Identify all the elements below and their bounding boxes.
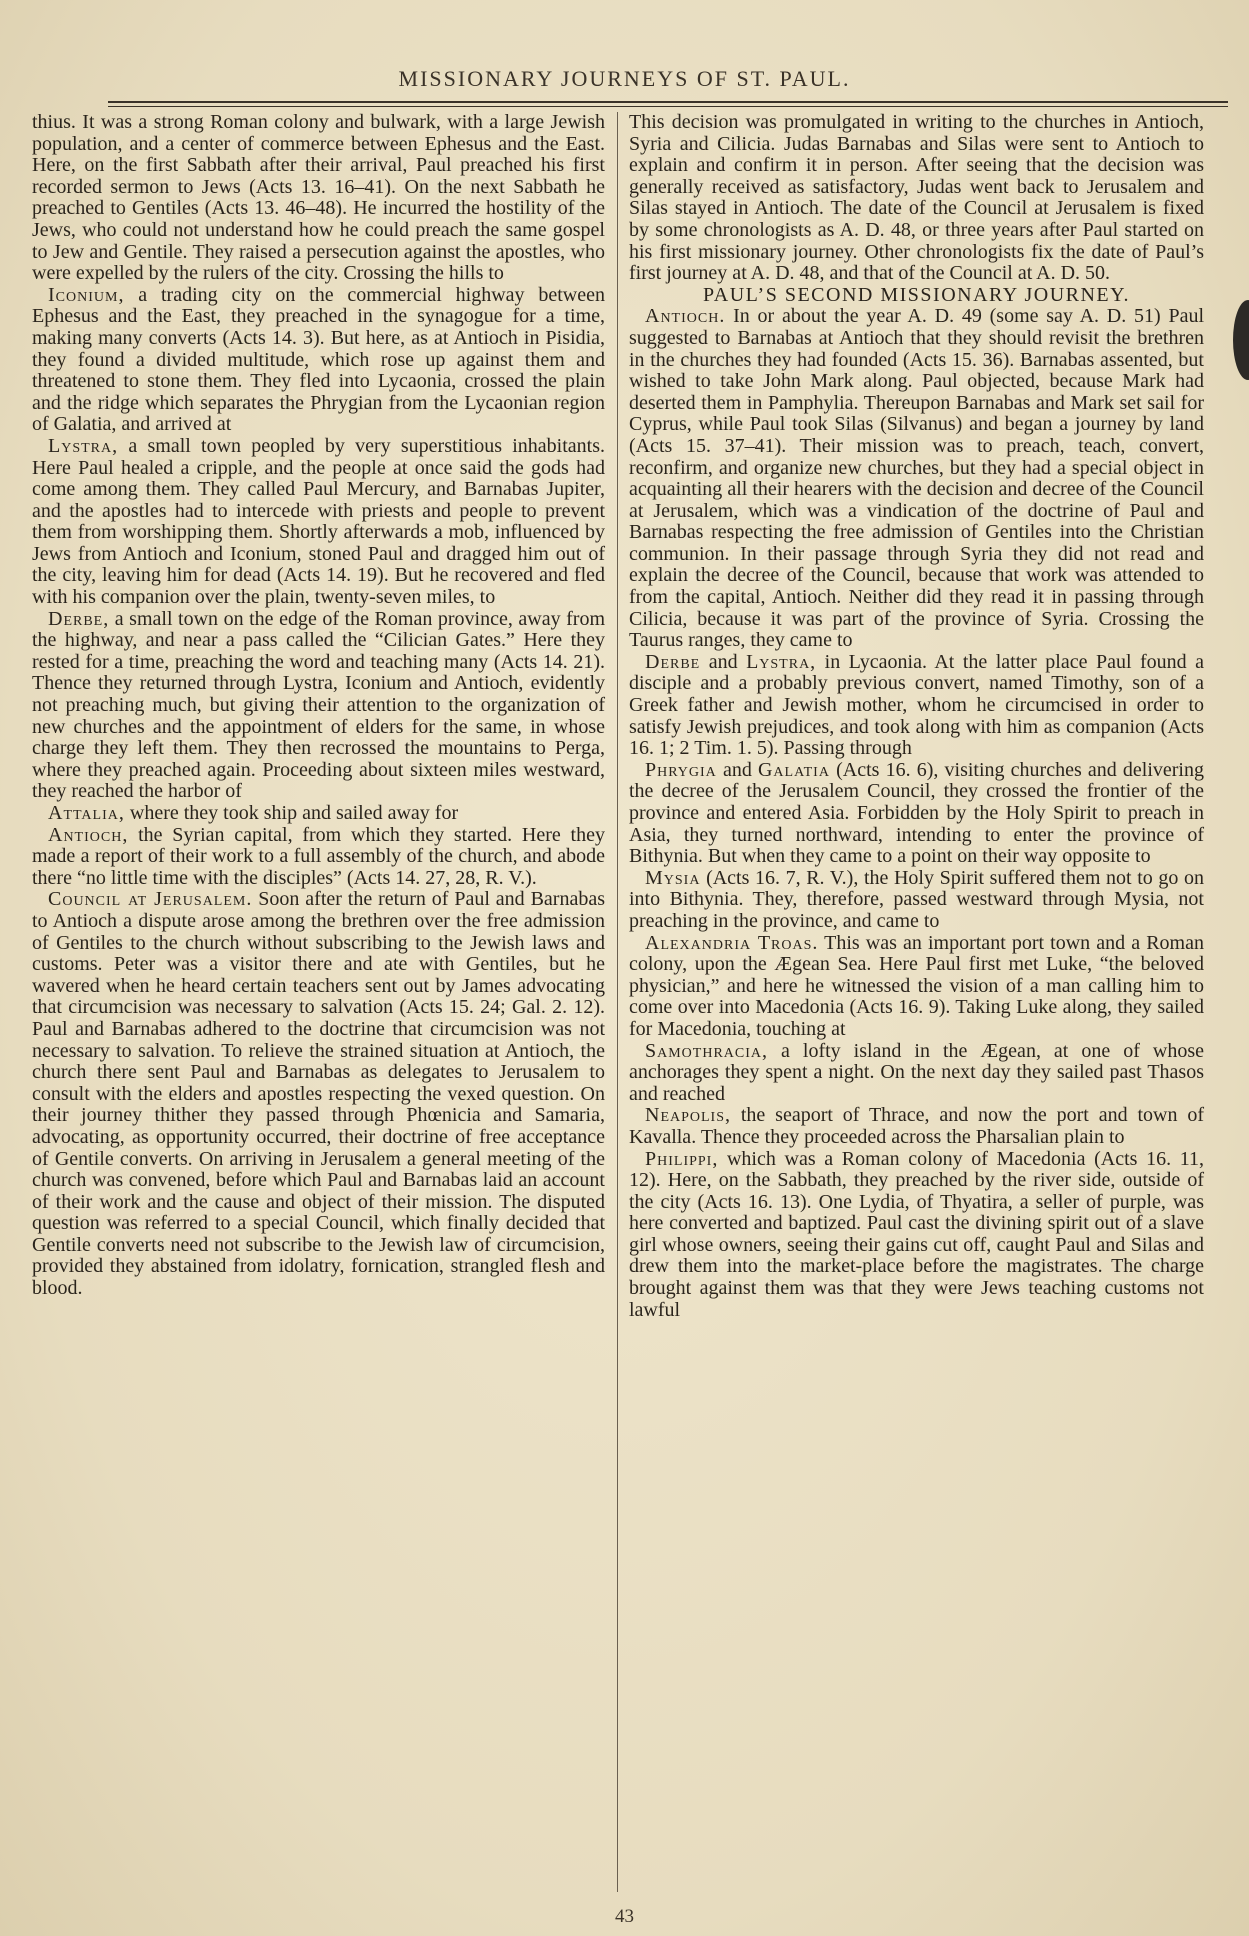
paragraph-text: Soon after the return of Paul and Barnabas to Antioch a dispute arose among the brethren over the free admission of Gentiles to the church without subscribing to the Jewish laws and customs. Peter was a visitor there and ate with Gentiles, but he wavered when he heard certain teachers sent out by James advocating that circumcision was necessary to salvation (Acts 15. 24; Gal. 2. 12). Paul and Barnabas adhered to the doctrine that circumcision was not necessary to salvation. To relieve the strained situation at Antioch, the church there sent Paul and Barnabas as delegates to Jerusalem to consult with the elders and apostles respecting the vexed question. On their journey thither they passed through Phœnicia and Samaria, advocating, as opportunity occurred, their doctrine of free acceptance of Gentile converts. On arriving in Jerusalem a general meeting of the church was convened, before which Paul and Barnabas laid an account of their work and the cause and object of their mission. The disputed question was referred to a special Council, which finally decided that Gentile converts need not subscribe to the Jewish law of circumcision, provided they abstained from idolatry, fornication, strangled flesh and blood.: [32, 888, 605, 1300]
paragraph-antioch: [32, 825, 605, 890]
place-name: Derbe: [645, 650, 701, 673]
place-name: Philippi,: [645, 1147, 719, 1170]
place-name: Council at Jerusalem.: [48, 888, 253, 911]
paragraph-attalia: [32, 803, 605, 825]
paragraph-samothracia: [629, 1041, 1204, 1106]
conjunction: and: [700, 650, 747, 673]
place-name: Attalia,: [48, 802, 125, 824]
paragraph-text: a lofty island in the Ægean, at one of whose anchorages they spent a night. On the next day they sailed past Thasos and reached: [629, 1039, 1204, 1105]
paragraph-text: which was a Roman colony of Macedonia (Acts 16. 11, 12). Here, on the Sabbath, they preached by the river side, outside of the city (Acts 16. 13). One Lydia, of Thyatira, a seller of purple, was here converted and baptized. Paul cast the divining spirit out of a slave girl whose owners, seeing their gains cut off, caught Paul and Silas and drew them into the market-place before the magistrates. The charge brought against them was that they were Jews teaching customs not lawful: [629, 1147, 1204, 1321]
paragraph-iconium: [32, 285, 605, 436]
place-name: Lystra,: [48, 434, 119, 457]
paragraph-derbe-lystra: [629, 652, 1204, 760]
paragraph: thius. It was a strong Roman colony and bulwark, with a large Jewish population, and a center of commerce between Ephesus and the East. Here, on the first Sabbath after their arrival, Paul preached his first recorded sermon to Jews (Acts 13. 16–41). On the next Sabbath he preached to Gentiles (Acts 13. 46–48). He incurred the hostility of the Jews, who could not understand how he could preach the same gospel to Jew and Gentile. They raised a persecution against the apostles, who were expelled by the rulers of the city. Crossing the hills to: [32, 111, 605, 285]
section-heading: PAUL’S SECOND MISSIONARY JOURNEY.: [703, 283, 1130, 306]
page-title: MISSIONARY JOURNEYS OF ST. PAUL.: [398, 66, 851, 91]
paragraph-text: a trading city on the commercial highway between Ephesus and the East, they preached in the synagogue for a time, making many converts (Acts 14. 3). But here, as at Antioch in Pisidia, they found a divided multitude, which rose up against them and threatened to stone them. They fled into Lycaonia, crossed the plain and the ridge which separates the Phrygian from the Lycaonian region of Galatia, and arrived at: [32, 283, 605, 436]
paragraph-philippi: [629, 1149, 1204, 1322]
place-name: Antioch,: [48, 823, 129, 846]
paragraph-antioch: [629, 306, 1204, 652]
place-name: Alexandria Troas.: [645, 931, 819, 954]
paragraph-phrygia: [629, 760, 1204, 868]
thumb-index-tab: [1233, 300, 1249, 380]
place-name: Derbe,: [48, 607, 110, 630]
paragraph-text: (Acts 16. 7, R. V.), the Holy Spirit suffered them not to go on into Bithynia. They, therefore, passed westward through Mysia, not preaching in the province, and came to: [629, 866, 1204, 932]
paragraph-neapolis: [629, 1105, 1204, 1148]
paragraph-mysia: [629, 868, 1204, 933]
header-rule-thin: [108, 106, 1228, 107]
place-name: Iconium,: [48, 283, 125, 306]
paragraph-text: in Lycaonia. At the latter place Paul found a disciple and a probably previous convert, named Timothy, son of a Greek father and Jewish mother, whom he circumcised in order to satisfy Jewish prejudices, and took along with him as companion (Acts 16. 1; 2 Tim. 1. 5). Passing through: [629, 650, 1204, 760]
paragraph-text: a small town on the edge of the Roman province, away from the highway, and near a pass called the “Cilician Gates.” Here they rested for a time, preaching the word and teaching many (Acts 14. 21). Thence they returned through Lystra, Iconium and Antioch, evidently not preaching much, but giving their attention to the organization of new churches and the appointment of elders for the same, in whose charge they left them. They then recrossed the mountains to Perga, where they preached again. Proceeding about sixteen miles westward, they reached the harbor of: [32, 607, 605, 803]
conjunction: and: [716, 758, 758, 781]
paragraph-council: [32, 889, 605, 1299]
paragraph-lystra: [32, 436, 605, 609]
paragraph-troas: [629, 933, 1204, 1041]
place-name: Samothracia,: [645, 1039, 769, 1062]
paragraph-text: the seaport of Thrace, and now the port and town of Kavalla. Thence they proceeded across the Pharsalian plain to: [629, 1104, 1204, 1148]
paragraph-text: This was an important port town and a Roman colony, upon the Ægean Sea. Here Paul first met Luke, “the beloved physician,” and here he witnessed the vision of a man calling him to come over into Macedonia (Acts 16. 9). Taking Luke along, they sailed for Macedonia, touching at: [629, 931, 1204, 1040]
place-name: Antioch.: [645, 305, 726, 328]
paragraph: This decision was promulgated in writing to the churches in Antioch, Syria and Cilicia. Judas Barnabas and Silas were sent to Antioch to explain and confirm it in person. After seeing that the decision was generally received as satisfactory, Judas went back to Jerusalem and Silas stayed in Antioch. The date of the Council at Jerusalem is fixed by some chronologists as A. D. 48, or three years after Paul started on his first missionary journey. Other chronologists fix the date of Paul’s first journey at A. D. 48, and that of the Council at A. D. 50.: [629, 111, 1204, 285]
paragraph-text: where they took ship and sailed away for: [124, 802, 459, 824]
place-name: Mysia: [645, 866, 701, 889]
left-column: [32, 112, 605, 1300]
column-divider: [617, 112, 618, 1892]
paragraph-text: (Acts 16. 6), visiting churches and delivering the decree of the Jerusalem Council, they crossed the frontier of the province and entered Asia. Forbidden by the Holy Spirit to preach in Asia, they turned northward, intending to enter the province of Bithynia. But when they came to a point on their way opposite to: [629, 758, 1204, 868]
right-column: [629, 112, 1204, 1321]
header-rule: [108, 101, 1228, 103]
paragraph-text: the Syrian capital, from which they started. Here they made a report of their work to a full assembly of the church, and abode there “no little time with the disciples” (Acts 14. 27, 28, R. V.).: [32, 823, 605, 889]
place-name: Galatia: [757, 758, 830, 781]
page-number: 43: [615, 1906, 634, 1927]
paragraph-text: In or about the year A. D. 49 (some say A. D. 51) Paul suggested to Barnabas at Antioch that they should revisit the brethren in the churches they had founded (Acts 15. 36). Barnabas assented, but wished to take John Mark along. Paul objected, because Mark had deserted them in Pamphylia. Thereupon Barnabas and Mark set sail for Cyprus, while Paul took Silas (Silvanus) and began a journey by land (Acts 15. 37–41). Their mission was to preach, teach, convert, reconfirm, and organize new churches, but they had a special object in acquainting all their hearers with the decision and decree of the Council at Jerusalem, which was a vindication of the doctrine of Paul and Barnabas respecting the free admission of Gentiles into the Christian communion. In their passage through Syria they did not read and explain the decree of the Council, because that work was attended to from the capital, Antioch. Neither did they read it in passing through Cilicia, because it was part of the province of Syria. Crossing the Taurus ranges, they came to: [629, 305, 1204, 652]
paragraph-derbe: [32, 609, 605, 803]
paragraph-text: a small town peopled by very superstitious inhabitants. Here Paul healed a cripple, and the people at once said the gods had come among them. They called Paul Mercury, and Barnabas Jupiter, and the apostles had to intercede with priests and people to prevent them from worshipping them. Shortly afterwards a mob, influenced by Jews from Antioch and Iconium, stoned Paul and dragged him out of the city, leaving him for dead (Acts 14. 19). But he recovered and fled with his companion over the plain, twenty-seven miles, to: [32, 434, 605, 609]
place-name: Lystra,: [746, 650, 817, 673]
place-name: Neapolis,: [645, 1104, 732, 1127]
place-name: Phrygia: [645, 758, 717, 781]
